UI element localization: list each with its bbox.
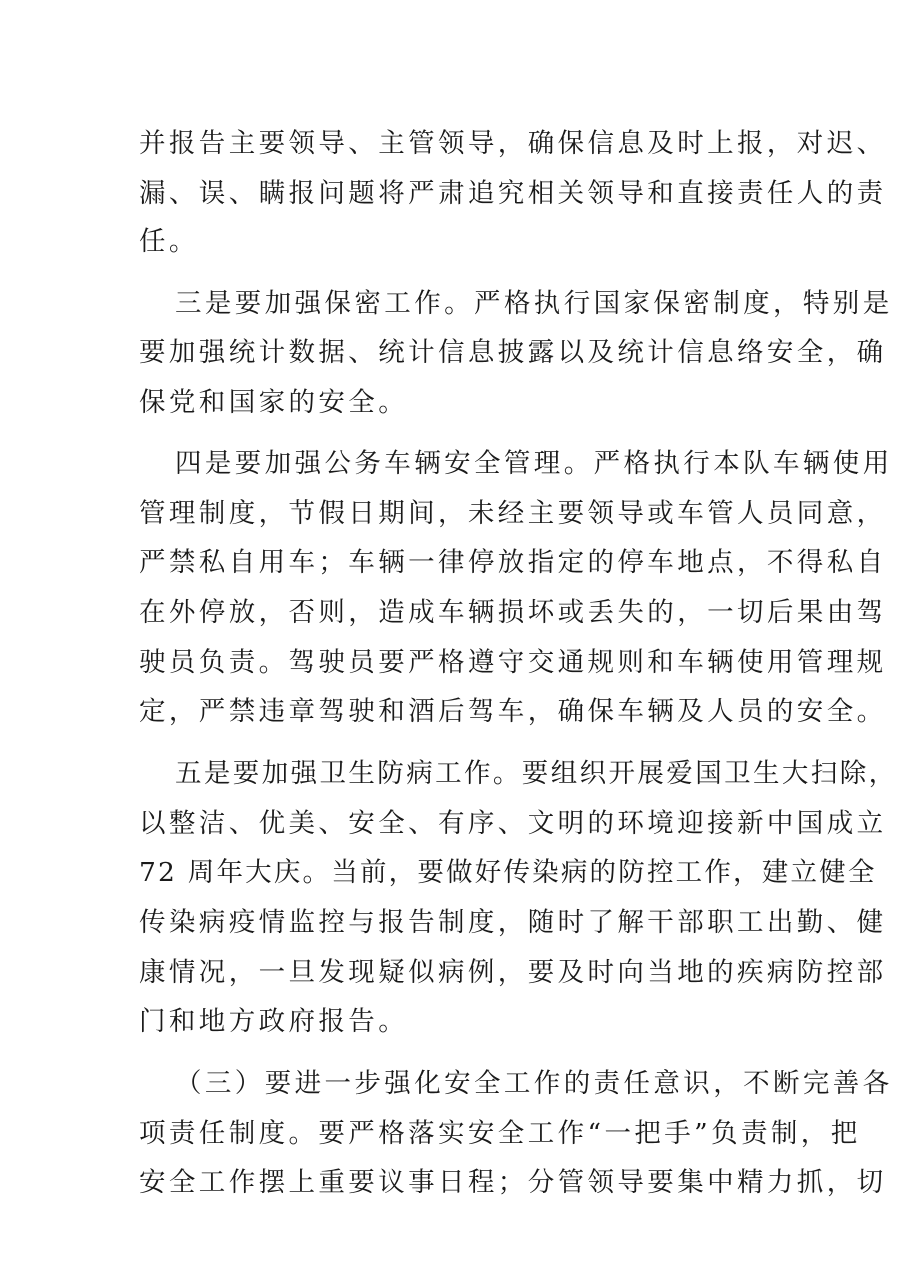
text-line: 驶员负责。驾驶员要严格遵守交通规则和车辆使用管理规 [139, 647, 887, 678]
text-line: 门和地方政府报告。 [139, 1006, 409, 1037]
paragraph-first-line: 三是要加强保密工作。严格执行国家保密制度，特别是 [175, 288, 893, 319]
text-line: 严禁私自用车；车辆一律停放指定的停车地点，不得私自 [139, 547, 887, 578]
text-line: 在外停放，否则，造成车辆损坏或丢失的，一切后果由驾 [139, 597, 887, 628]
text-line: 72 周年大庆。当前，要做好传染病的防控工作，建立健全 [139, 857, 877, 888]
text-line: 安全工作摆上重要议事日程；分管领导要集中精力抓，切 [139, 1167, 887, 1198]
text-line: 并报告主要领导、主管领导，确保信息及时上报，对迟、 [139, 128, 887, 159]
paragraph-first-line: （三）要进一步强化安全工作的责任意识，不断完善各 [175, 1068, 893, 1099]
text-line: 康情况，一旦发现疑似病例，要及时向当地的疾病防控部 [139, 957, 887, 988]
text-line: 传染病疫情监控与报告制度，随时了解干部职工出勤、健 [139, 907, 887, 938]
text-line: 定，严禁违章驾驶和酒后驾车，确保车辆及人员的安全。 [139, 696, 887, 727]
text-line: 以整洁、优美、安全、有序、文明的环境迎接新中国成立 [139, 808, 887, 839]
text-line: 管理制度，节假日期间，未经主要领导或车管人员同意， [139, 498, 887, 529]
text-line: 保党和国家的安全。 [139, 387, 409, 418]
paragraph-first-line: 五是要加强卫生防病工作。要组织开展爱国卫生大扫除， [175, 758, 898, 789]
text-line: 漏、误、瞒报问题将严肃追究相关领导和直接责任人的责 [139, 178, 887, 209]
text-line: 任。 [139, 226, 199, 257]
text-line: 项责任制度。要严格落实安全工作“一把手”负责制，把 [139, 1118, 861, 1149]
text-line: 要加强统计数据、统计信息披露以及统计信息络安全，确 [139, 337, 887, 368]
paragraph-first-line: 四是要加强公务车辆安全管理。严格执行本队车辆使用 [175, 448, 893, 479]
